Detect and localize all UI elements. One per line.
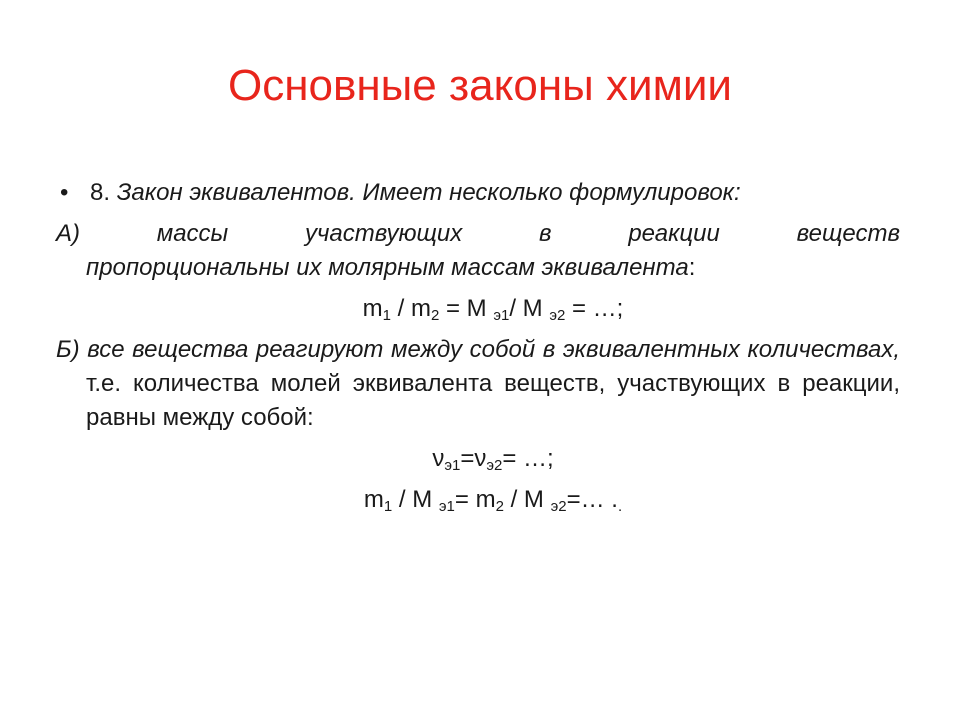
subscript: . <box>617 498 623 515</box>
formula-text: = M <box>439 295 494 322</box>
formulation-b-italic: Б) все вещества реагируют между собой в эквивалентных количествах, <box>56 336 900 363</box>
formula-text: = m <box>454 486 496 513</box>
formula-text: / M <box>392 486 439 513</box>
formulation-b-normal: т.е. количества молей эквивалента веществ, участвующих в реакции, равны между собой: <box>86 370 900 431</box>
bullet-icon: • <box>60 179 69 206</box>
slide-title: Основные законы химии <box>228 61 732 110</box>
word: А) <box>56 220 80 247</box>
subscript: э1 <box>493 307 510 324</box>
bullet-item-law <box>56 176 900 210</box>
formulation-b <box>56 333 900 435</box>
formula-text: = …; <box>502 445 554 472</box>
subscript: э2 <box>486 457 503 474</box>
formula-text: = …; <box>565 295 624 322</box>
formula-text: m <box>363 486 384 513</box>
formula-text: =… . <box>566 486 618 513</box>
formula-text: ν <box>432 445 445 472</box>
word: участвующих <box>304 220 463 247</box>
formulation-a-italic: пропорциональны их молярным массам эквивалента <box>86 254 689 281</box>
formula-text: m <box>362 295 383 322</box>
subscript: 1 <box>383 498 393 515</box>
formula-mass-molar <box>56 483 900 517</box>
subscript: 2 <box>430 307 440 324</box>
word: массы <box>156 220 229 247</box>
slide-body <box>56 176 900 524</box>
subscript: 1 <box>382 307 391 324</box>
word: веществ <box>796 220 900 247</box>
word: реакции <box>628 220 720 247</box>
bullet-text <box>90 176 741 210</box>
formulation-a-line2 <box>56 251 900 285</box>
subscript: 2 <box>495 498 504 515</box>
subscript: э2 <box>549 307 566 324</box>
word: в <box>539 220 552 247</box>
formulation-a-line1 <box>56 217 900 251</box>
formulation-a-colon: : <box>688 254 696 281</box>
subscript: э2 <box>550 498 567 515</box>
formula-text: =ν <box>460 445 487 472</box>
law-heading: Закон эквивалентов. Имеет несколько формулировок: <box>116 179 741 206</box>
formula-text: / m <box>390 295 431 322</box>
subscript: э1 <box>444 457 461 474</box>
subscript: э1 <box>438 498 455 515</box>
formula-text: / M <box>503 486 551 513</box>
formulation-a <box>56 217 900 285</box>
formula-text: / M <box>509 295 550 322</box>
bullet-number: 8. <box>90 179 117 206</box>
formula-mass-ratio <box>56 292 900 326</box>
formula-moles <box>56 442 900 476</box>
